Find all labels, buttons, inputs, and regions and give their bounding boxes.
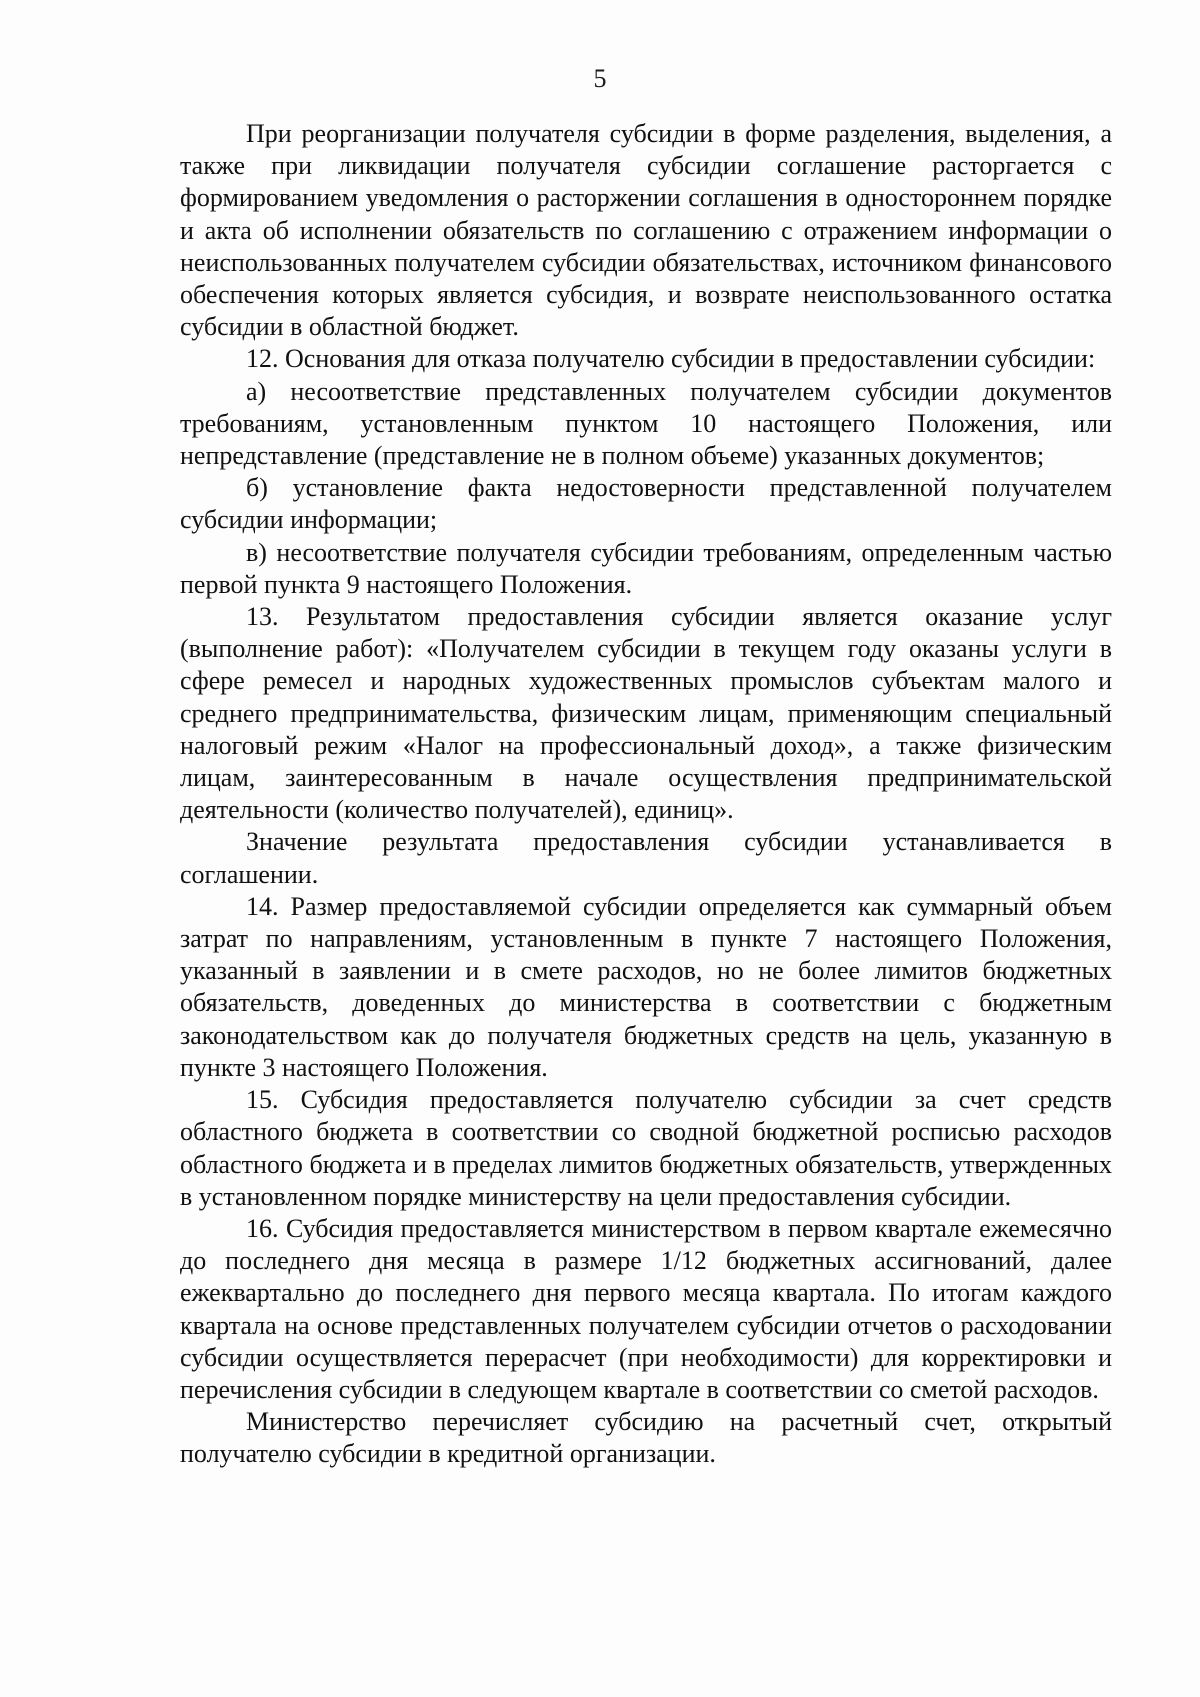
paragraph-16-schedule: 16. Субсидия предоставляется министерством в первом квартале ежемесячно до последнего дня месяца в размере 1/12 бюджетных ассигнований, далее ежеквартально до последнего дня первого месяца квартала. По итогам каждого квартала на основе представленных получателем субсидии отчетов о расходовании субсидии осуществляется перерасчет (при необходимости) для корректировки и перечисления субсидии в следующем квартале в соответствии со сметой расходов. [180, 1213, 1112, 1404]
paragraph-12-refusal-grounds: 12. Основания для отказа получателю субсидии в предоставлении субсидии: [246, 344, 1096, 374]
page-number: 5 [593, 64, 607, 93]
paragraph-16-transfer: Министерство перечисляет субсидию на расчетный счет, открытый получателю субсидии в кредитной организации. [180, 1407, 1112, 1469]
paragraph-12c: в) несоответствие получателя субсидии требованиям, определенным частью первой пункта 9 настоящего Положения. [180, 537, 1112, 599]
paragraph-reorganization: При реорганизации получателя субсидии в форме разделения, выделения, а также при ликвидации получателя субсидии соглашение расторгается с формированием уведомления о расторжении соглашения в одностороннем порядке и акта об исполнении обязательств по соглашению с отражением информации о неиспользованных получателем субсидии обязательствах, источником финансового обеспечения которых является субсидия, и возврате неиспользованного остатка субсидии в областной бюджет. [180, 119, 1112, 342]
paragraph-12a: а) несоответствие представленных получателем субсидии документов требованиям, установленным пунктом 10 настоящего Положения, или непредставление (представление не в полном объеме) указанных документов; [180, 376, 1112, 471]
paragraph-13-result: 13. Результатом предоставления субсидии является оказание услуг (выполнение работ): «Получателем субсидии в текущем году оказаны услуги в сфере ремесел и народных художественных промыслов субъектам малого и среднего предпринимательства, физическим лицам, применяющим специальный налоговый режим «Налог на профессиональный доход», а также физическим лицам, заинтересованным в начале осуществления предпринимательской деятельности (количество получателей), единиц». [180, 602, 1112, 825]
paragraph-15-source: 15. Субсидия предоставляется получателю субсидии за счет средств областного бюджета в соответствии со сводной бюджетной росписью расходов областного бюджета и в пределах лимитов бюджетных обязательств, утвержденных в установленном порядке министерству на цели предоставления субсидии. [180, 1085, 1112, 1211]
document-body [180, 118, 1112, 1471]
paragraph-12b: б) установление факта недостоверности представленной получателем субсидии информации; [180, 473, 1112, 535]
paragraph-13-result-value: Значение результата предоставления субсидии устанавливается в соглашении. [180, 827, 1112, 889]
paragraph-14-amount: 14. Размер предоставляемой субсидии определяется как суммарный объем затрат по направлениям, установленным в пункте 7 настоящего Положения, указанный в заявлении и в смете расходов, но не более лимитов бюджетных обязательств, доведенных до министерства в соответствии с бюджетным законодательством как до получателя бюджетных средств на цель, указанную в пункте 3 настоящего Положения. [180, 891, 1112, 1082]
